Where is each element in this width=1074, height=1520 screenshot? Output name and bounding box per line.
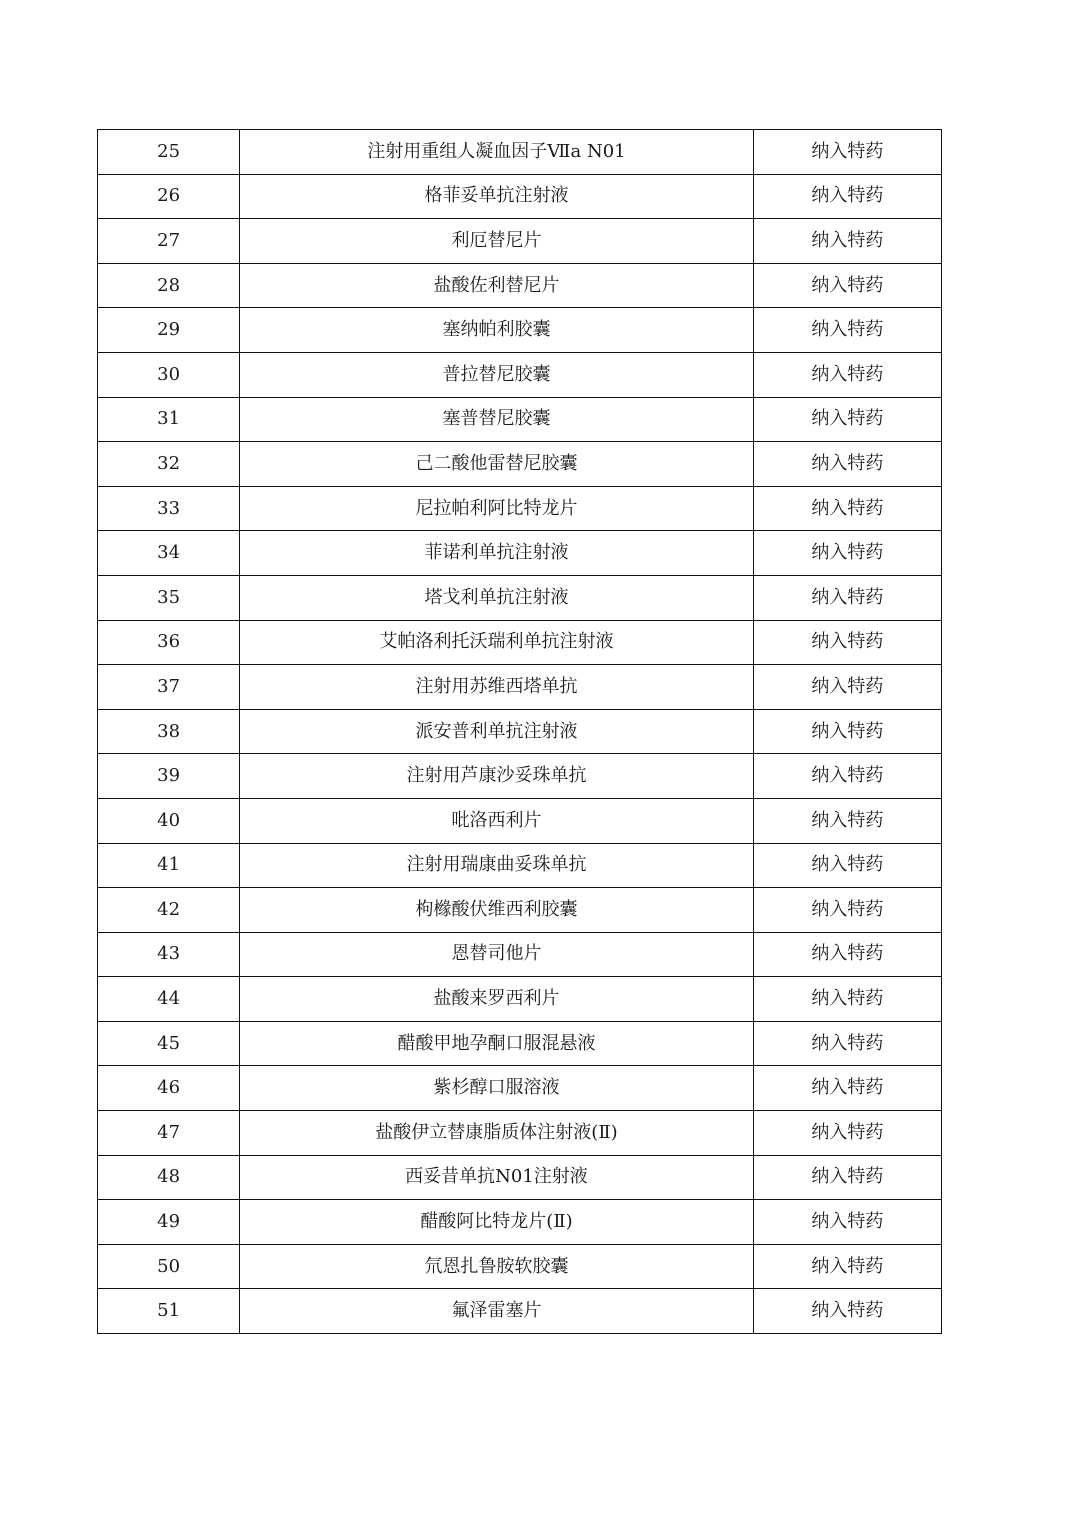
drug-name-cell: 利厄替尼片	[240, 219, 754, 264]
table-row	[98, 575, 942, 620]
table-row	[98, 397, 942, 442]
table-row	[98, 1155, 942, 1200]
row-number-cell: 33	[98, 486, 240, 531]
status-cell: 纳入特药	[753, 442, 941, 487]
drug-name-cell: 塞纳帕利胶囊	[240, 308, 754, 353]
table-row	[98, 352, 942, 397]
status-cell: 纳入特药	[753, 843, 941, 888]
status-cell: 纳入特药	[753, 1021, 941, 1066]
row-number-cell: 25	[98, 130, 240, 175]
table-row	[98, 1244, 942, 1289]
row-number-cell: 27	[98, 219, 240, 264]
table-row	[98, 1200, 942, 1245]
row-number-cell: 31	[98, 397, 240, 442]
status-cell: 纳入特药	[753, 709, 941, 754]
table-row	[98, 1066, 942, 1111]
row-number-cell: 49	[98, 1200, 240, 1245]
status-cell: 纳入特药	[753, 754, 941, 799]
row-number-cell: 38	[98, 709, 240, 754]
row-number-cell: 34	[98, 531, 240, 576]
table-row	[98, 130, 942, 175]
table-row	[98, 308, 942, 353]
drug-name-cell: 格菲妥单抗注射液	[240, 174, 754, 219]
status-cell: 纳入特药	[753, 397, 941, 442]
drug-name-cell: 盐酸伊立替康脂质体注射液(Ⅱ)	[240, 1111, 754, 1156]
status-cell: 纳入特药	[753, 219, 941, 264]
row-number-cell: 37	[98, 665, 240, 710]
status-cell: 纳入特药	[753, 308, 941, 353]
drug-name-cell: 菲诺利单抗注射液	[240, 531, 754, 576]
drug-name-cell: 氘恩扎鲁胺软胶囊	[240, 1244, 754, 1289]
status-cell: 纳入特药	[753, 1200, 941, 1245]
drug-name-cell: 盐酸来罗西利片	[240, 977, 754, 1022]
row-number-cell: 26	[98, 174, 240, 219]
row-number-cell: 51	[98, 1289, 240, 1334]
drug-name-cell: 盐酸佐利替尼片	[240, 263, 754, 308]
drug-name-cell: 派安普利单抗注射液	[240, 709, 754, 754]
drug-name-cell: 醋酸甲地孕酮口服混悬液	[240, 1021, 754, 1066]
drug-name-cell: 吡洛西利片	[240, 798, 754, 843]
drug-list-table	[97, 129, 942, 1334]
table-row	[98, 1111, 942, 1156]
drug-name-cell: 注射用芦康沙妥珠单抗	[240, 754, 754, 799]
table-row	[98, 1021, 942, 1066]
status-cell: 纳入特药	[753, 1155, 941, 1200]
drug-name-cell: 注射用瑞康曲妥珠单抗	[240, 843, 754, 888]
status-cell: 纳入特药	[753, 665, 941, 710]
drug-name-cell: 注射用重组人凝血因子Ⅶa N01	[240, 130, 754, 175]
row-number-cell: 43	[98, 932, 240, 977]
drug-name-cell: 恩替司他片	[240, 932, 754, 977]
row-number-cell: 42	[98, 888, 240, 933]
drug-name-cell: 塔戈利单抗注射液	[240, 575, 754, 620]
table-row	[98, 219, 942, 264]
row-number-cell: 50	[98, 1244, 240, 1289]
table-row	[98, 843, 942, 888]
table-row	[98, 620, 942, 665]
table-row	[98, 442, 942, 487]
drug-name-cell: 西妥昔单抗N01注射液	[240, 1155, 754, 1200]
row-number-cell: 44	[98, 977, 240, 1022]
status-cell: 纳入特药	[753, 1111, 941, 1156]
row-number-cell: 41	[98, 843, 240, 888]
status-cell: 纳入特药	[753, 1289, 941, 1334]
row-number-cell: 36	[98, 620, 240, 665]
status-cell: 纳入特药	[753, 932, 941, 977]
table-row	[98, 263, 942, 308]
drug-name-cell: 普拉替尼胶囊	[240, 352, 754, 397]
status-cell: 纳入特药	[753, 1244, 941, 1289]
status-cell: 纳入特药	[753, 130, 941, 175]
row-number-cell: 46	[98, 1066, 240, 1111]
table-row	[98, 1289, 942, 1334]
status-cell: 纳入特药	[753, 575, 941, 620]
table-row	[98, 709, 942, 754]
table-row	[98, 932, 942, 977]
row-number-cell: 35	[98, 575, 240, 620]
drug-name-cell: 氟泽雷塞片	[240, 1289, 754, 1334]
table-row	[98, 754, 942, 799]
row-number-cell: 29	[98, 308, 240, 353]
drug-name-cell: 塞普替尼胶囊	[240, 397, 754, 442]
table-row	[98, 888, 942, 933]
drug-name-cell: 紫杉醇口服溶液	[240, 1066, 754, 1111]
drug-name-cell: 醋酸阿比特龙片(Ⅱ)	[240, 1200, 754, 1245]
status-cell: 纳入特药	[753, 531, 941, 576]
table-row	[98, 531, 942, 576]
table-row	[98, 798, 942, 843]
row-number-cell: 28	[98, 263, 240, 308]
row-number-cell: 48	[98, 1155, 240, 1200]
drug-name-cell: 枸橼酸伏维西利胶囊	[240, 888, 754, 933]
status-cell: 纳入特药	[753, 486, 941, 531]
row-number-cell: 32	[98, 442, 240, 487]
status-cell: 纳入特药	[753, 1066, 941, 1111]
row-number-cell: 30	[98, 352, 240, 397]
table-row	[98, 665, 942, 710]
drug-name-cell: 己二酸他雷替尼胶囊	[240, 442, 754, 487]
status-cell: 纳入特药	[753, 174, 941, 219]
row-number-cell: 47	[98, 1111, 240, 1156]
status-cell: 纳入特药	[753, 798, 941, 843]
table-row	[98, 486, 942, 531]
status-cell: 纳入特药	[753, 977, 941, 1022]
row-number-cell: 39	[98, 754, 240, 799]
table-row	[98, 977, 942, 1022]
status-cell: 纳入特药	[753, 620, 941, 665]
drug-name-cell: 注射用苏维西塔单抗	[240, 665, 754, 710]
drug-name-cell: 尼拉帕利阿比特龙片	[240, 486, 754, 531]
table-row	[98, 174, 942, 219]
drug-list-body	[98, 130, 942, 1334]
status-cell: 纳入特药	[753, 263, 941, 308]
status-cell: 纳入特药	[753, 352, 941, 397]
status-cell: 纳入特药	[753, 888, 941, 933]
drug-name-cell: 艾帕洛利托沃瑞利单抗注射液	[240, 620, 754, 665]
row-number-cell: 40	[98, 798, 240, 843]
row-number-cell: 45	[98, 1021, 240, 1066]
